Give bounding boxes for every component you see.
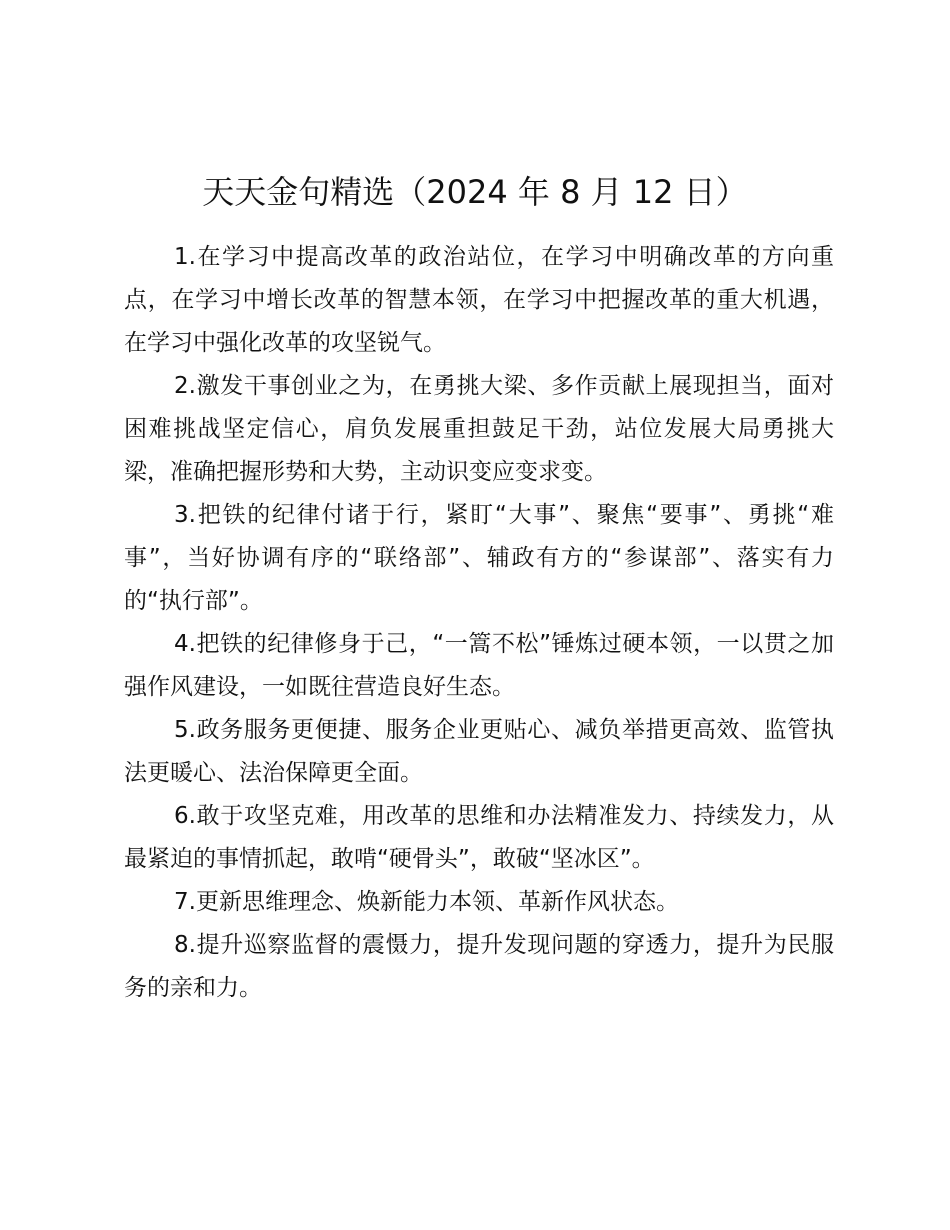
paragraph-4: 4.把铁的纪律修身于己，“一篙不松”锤炼过硬本领，一以贯之加强作风建设，一如既往营造良好生态。 xyxy=(124,631,834,700)
paragraph-3: 3.把铁的纪律付诸于行，紧盯“大事”、聚焦“要事”、勇挑“难事”，当好协调有序的“联络部”、辅政有方的“参谋部”、落实有力的“执行部”。 xyxy=(124,502,834,614)
paragraph-5: 5.政务服务更便捷、服务企业更贴心、减负举措更高效、监管执法更暖心、法治保障更全面。 xyxy=(124,717,834,786)
document-body xyxy=(124,236,834,1010)
paragraph-7: 7.更新思维理念、焕新能力本领、革新作风状态。 xyxy=(174,889,679,915)
paragraph-8: 8.提升巡察监督的震慑力，提升发现问题的穿透力，提升为民服务的亲和力。 xyxy=(124,932,834,1001)
paragraph-2: 2.激发干事创业之为，在勇挑大梁、多作贡献上展现担当，面对困难挑战坚定信心，肩负发展重担鼓足干劲，站位发展大局勇挑大梁，准确把握形势和大势，主动识变应变求变。 xyxy=(124,373,834,485)
paragraph-6: 6.敢于攻坚克难，用改革的思维和办法精准发力、持续发力，从最紧迫的事情抓起，敢啃“硬骨头”，敢破“坚冰区”。 xyxy=(124,803,834,872)
document-title: 天天金句精选（2024 年 8 月 12 日） xyxy=(202,173,748,211)
paragraph-1: 1.在学习中提高改革的政治站位，在学习中明确改革的方向重点，在学习中增长改革的智慧本领，在学习中把握改革的重大机遇，在学习中强化改革的攻坚锐气。 xyxy=(124,244,834,356)
